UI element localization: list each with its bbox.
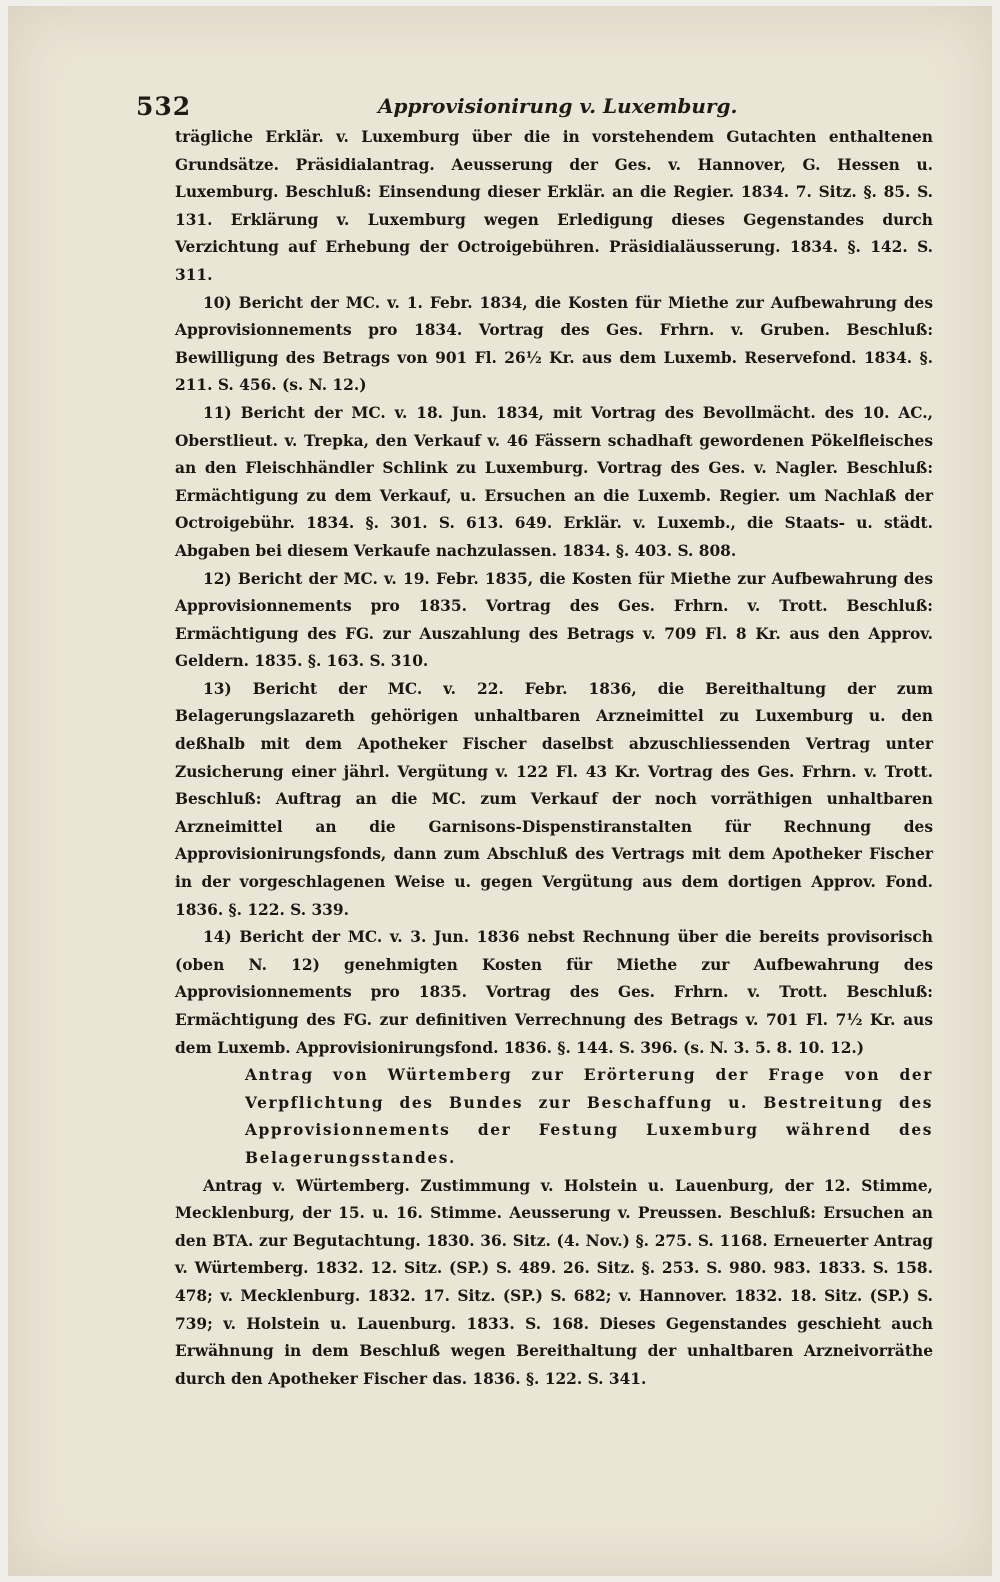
section-heading: Antrag von Würtemberg zur Erörterung der Frage von der Verpflichtung des Bundes zur Beschaffung u. Bestreitung des Approvisionnements der Festung Luxemburg während des Belagerungsstandes.: [245, 1066, 933, 1167]
entry-10: 10) Bericht der MC. v. 1. Febr. 1834, die Kosten für Miethe zur Aufbewahrung des Approvisionnements pro 1834. Vortrag des Ges. Frhrn. v. Gruben. Beschluß: Bewilligung des Betrags von 901 Fl. 26½ Kr. aus dem Luxemb. Reservefond. 1834. §. 211. S. 456. (s. N. 12.): [175, 293, 933, 395]
page-number: 532: [136, 92, 192, 121]
running-head: Approvisionirung v. Luxemburg.: [378, 94, 738, 118]
entry-12: 12) Bericht der MC. v. 19. Febr. 1835, die Kosten für Miethe zur Aufbewahrung des Approvisionnements pro 1835. Vortrag des Ges. Frhrn. v. Trott. Beschluß: Ermächtigung des FG. zur Auszahlung des Betrags v. 709 Fl. 8 Kr. aus den Approv. Geldern. 1835. §. 163. S. 310.: [175, 569, 933, 671]
entry-13: 13) Bericht der MC. v. 22. Febr. 1836, die Bereithaltung der zum Belagerungslazareth gehörigen unhaltbaren Arzneimittel zu Luxemburg u. den deßhalb mit dem Apotheker Fischer daselbst abzuschliessenden Vertrag unter Zusicherung einer jährl. Vergütung v. 122 Fl. 43 Kr. Vortrag des Ges. Frhrn. v. Trott. Beschluß: Auftrag an die MC. zum Verkauf der noch vorräthigen unhaltbaren Arzneimittel an die Garnisons-Dispenstiranstalten für Rechnung des Approvisionirungsfonds, dann zum Abschluß des Vertrags mit dem Apotheker Fischer in der vorgeschlagenen Weise u. gegen Vergütung aus dem dortigen Approv. Fond. 1836. §. 122. S. 339.: [175, 679, 933, 919]
paragraph-continuation: trägliche Erklär. v. Luxemburg über die in vorstehendem Gutachten enthaltenen Grundsätze. Präsidialantrag. Aeusserung der Ges. v. Hannover, G. Hessen u. Luxemburg. Beschluß: Einsendung dieser Erklär. an die Regier. 1834. 7. Sitz. §. 85. S. 131. Erklärung v. Luxemburg wegen Erledigung dieses Gegenstandes durch Verzichtung auf Erhebung der Octroigebühren. Präsidialäusserung. 1834. §. 142. S. 311.: [175, 128, 933, 284]
entry-11: 11) Bericht der MC. v. 18. Jun. 1834, mit Vortrag des Bevollmächt. des 10. AC., Oberstlieut. v. Trepka, den Verkauf v. 46 Fässern schadhaft gewordenen Pökelfleisches an den Fleischhändler Schlink zu Luxemburg. Vortrag des Ges. v. Nagler. Beschluß: Ermächtigung zu dem Verkauf, u. Ersuchen an die Luxemb. Regier. um Nachlaß der Octroigebühr. 1834. §. 301. S. 613. 649. Erklär. v. Luxemb., die Staats- u. städt. Abgaben bei diesem Verkaufe nachzulassen. 1834. §. 403. S. 808.: [175, 403, 933, 560]
page-body: [175, 124, 933, 1393]
section-paragraph: Antrag v. Würtemberg. Zustimmung v. Holstein u. Lauenburg, der 12. Stimme, Mecklenburg, der 15. u. 16. Stimme. Aeusserung v. Preussen. Beschluß: Ersuchen an den BTA. zur Begutachtung. 1830. 36. Sitz. (4. Nov.) §. 275. S. 1168. Erneuerter Antrag v. Würtemberg. 1832. 12. Sitz. (SP.) S. 489. 26. Sitz. §. 253. S. 980. 983. 1833. S. 158. 478; v. Mecklenburg. 1832. 17. Sitz. (SP.) S. 682; v. Hannover. 1832. 18. Sitz. (SP.) S. 739; v. Holstein u. Lauenburg. 1833. S. 168. Dieses Gegenstandes geschieht auch Erwähnung in dem Beschluß wegen Bereithaltung der unhaltbaren Arzneivorräthe durch den Apotheker Fischer das. 1836. §. 122. S. 341.: [175, 1176, 933, 1388]
entry-14: 14) Bericht der MC. v. 3. Jun. 1836 nebst Rechnung über die bereits provisorisch (oben N. 12) genehmigten Kosten für Miethe zur Aufbewahrung des Approvisionnements pro 1835. Vortrag des Ges. Frhrn. v. Trott. Beschluß: Ermächtigung des FG. zur definitiven Verrechnung des Betrags v. 701 Fl. 7½ Kr. aus dem Luxemb. Approvisionirungsfond. 1836. §. 144. S. 396. (s. N. 3. 5. 8. 10. 12.): [175, 928, 933, 1057]
